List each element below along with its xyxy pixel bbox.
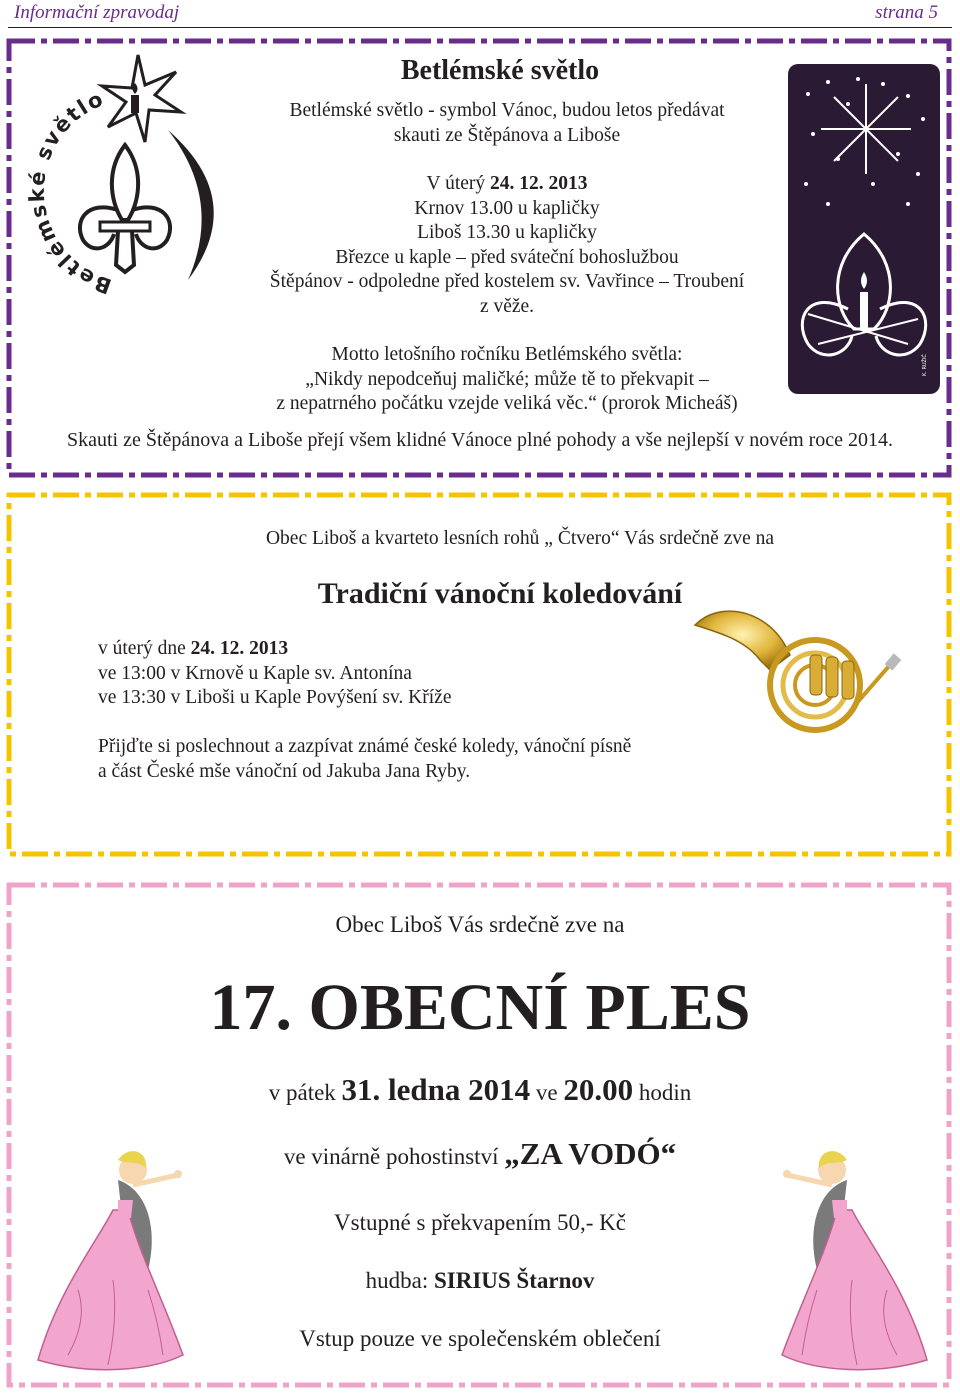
dancing-couple-icon xyxy=(18,1140,203,1380)
schedule-date xyxy=(98,637,698,662)
schedule-item: Liboš 13.30 u kapličky xyxy=(417,222,597,243)
date-value: 24. 12. 2013 xyxy=(190,638,289,659)
section1-schedule xyxy=(210,172,804,319)
section3-datetime xyxy=(0,1072,960,1108)
venue-name: „ZA VODÓ“ xyxy=(504,1136,677,1171)
section2-schedule xyxy=(98,637,698,711)
date-mid: ve xyxy=(530,1080,564,1105)
section3-title: 17. OBECNÍ PLES xyxy=(209,971,751,1044)
page-number: strana 5 xyxy=(875,2,938,23)
intro-line: Betlémské světlo - symbol Vánoc, budou letos předávat xyxy=(289,100,725,121)
illustration-signature: K. RUŽIČ xyxy=(922,354,928,376)
schedule-date xyxy=(210,172,804,197)
motto-line: z nepatrného počátku vzejde veliká věc.“ (prorok Micheáš) xyxy=(276,393,738,414)
schedule-item: z věže. xyxy=(479,295,535,317)
section1-intro xyxy=(210,99,804,148)
schedule-item: Krnov 13.00 u kapličky xyxy=(414,197,600,219)
date-value: 31. ledna 2014 xyxy=(341,1072,531,1107)
motto-label: Motto letošního ročníku Betlémského světla: xyxy=(331,344,683,365)
intro-line: skauti ze Štěpánova a Liboše xyxy=(393,124,621,146)
logo-text: Betlémské světlo xyxy=(24,86,115,299)
schedule-item: Štěpánov - odpoledne před kostelem sv. Vavřince – Troubení xyxy=(269,271,745,292)
section2-invite: Obec Liboš a kvarteto lesních rohů „ Čtvero“ Vás srdečně zve na xyxy=(265,528,775,549)
section3-dress-code: Vstup pouze ve společenském oblečení xyxy=(299,1326,661,1351)
schedule-item: ve 13:00 v Krnově u Kaple sv. Antonína xyxy=(98,662,412,684)
section2-title: Tradiční vánoční koledování xyxy=(317,577,683,610)
section2-description xyxy=(98,735,738,784)
description-line: Přijďte si poslechnout a zazpívat známé české koledy, vánoční písně xyxy=(98,736,632,757)
description-line: a část České mše vánoční od Jakuba Jana Ryby. xyxy=(98,760,471,782)
section1-wishes: Skauti ze Štěpánova a Liboše přejí všem klidné Vánoce plné pohody a vše nejlepší v novém roce 2014. xyxy=(66,429,894,451)
schedule-item: Březce u kaple – před sváteční bohoslužbou xyxy=(335,246,679,268)
section1-motto xyxy=(150,343,864,417)
motto-line: „Nikdy nepodceňuj maličké; může tě to překvapit – xyxy=(305,368,709,390)
date-prefix: V úterý xyxy=(426,173,491,194)
betlemske-svetlo-logo xyxy=(18,50,233,300)
music-prefix: hudba: xyxy=(365,1268,434,1293)
publication-name: Informační zpravodaj xyxy=(14,2,180,23)
section3-entry: Vstupné s překvapením 50,- Kč xyxy=(334,1210,626,1235)
dancing-couple-icon xyxy=(762,1140,947,1380)
venue-prefix: ve vinárně pohostinství xyxy=(283,1144,505,1169)
date-prefix: v úterý dne xyxy=(98,638,191,659)
music-band: SIRIUS Štarnov xyxy=(433,1268,595,1293)
french-horn-icon xyxy=(690,595,910,745)
section3-invite: Obec Liboš Vás srdečně zve na xyxy=(335,912,625,937)
date-value: 24. 12. 2013 xyxy=(490,173,588,194)
time-suffix: hodin xyxy=(633,1080,692,1105)
time-value: 20.00 xyxy=(563,1072,634,1107)
date-prefix: v pátek xyxy=(268,1080,342,1105)
schedule-item: ve 13:30 v Liboši u Kaple Povýšení sv. Kříže xyxy=(98,687,452,708)
section1-title: Betlémské světlo xyxy=(400,55,600,86)
svg-text:Betlémské světlo xyxy=(25,86,115,298)
